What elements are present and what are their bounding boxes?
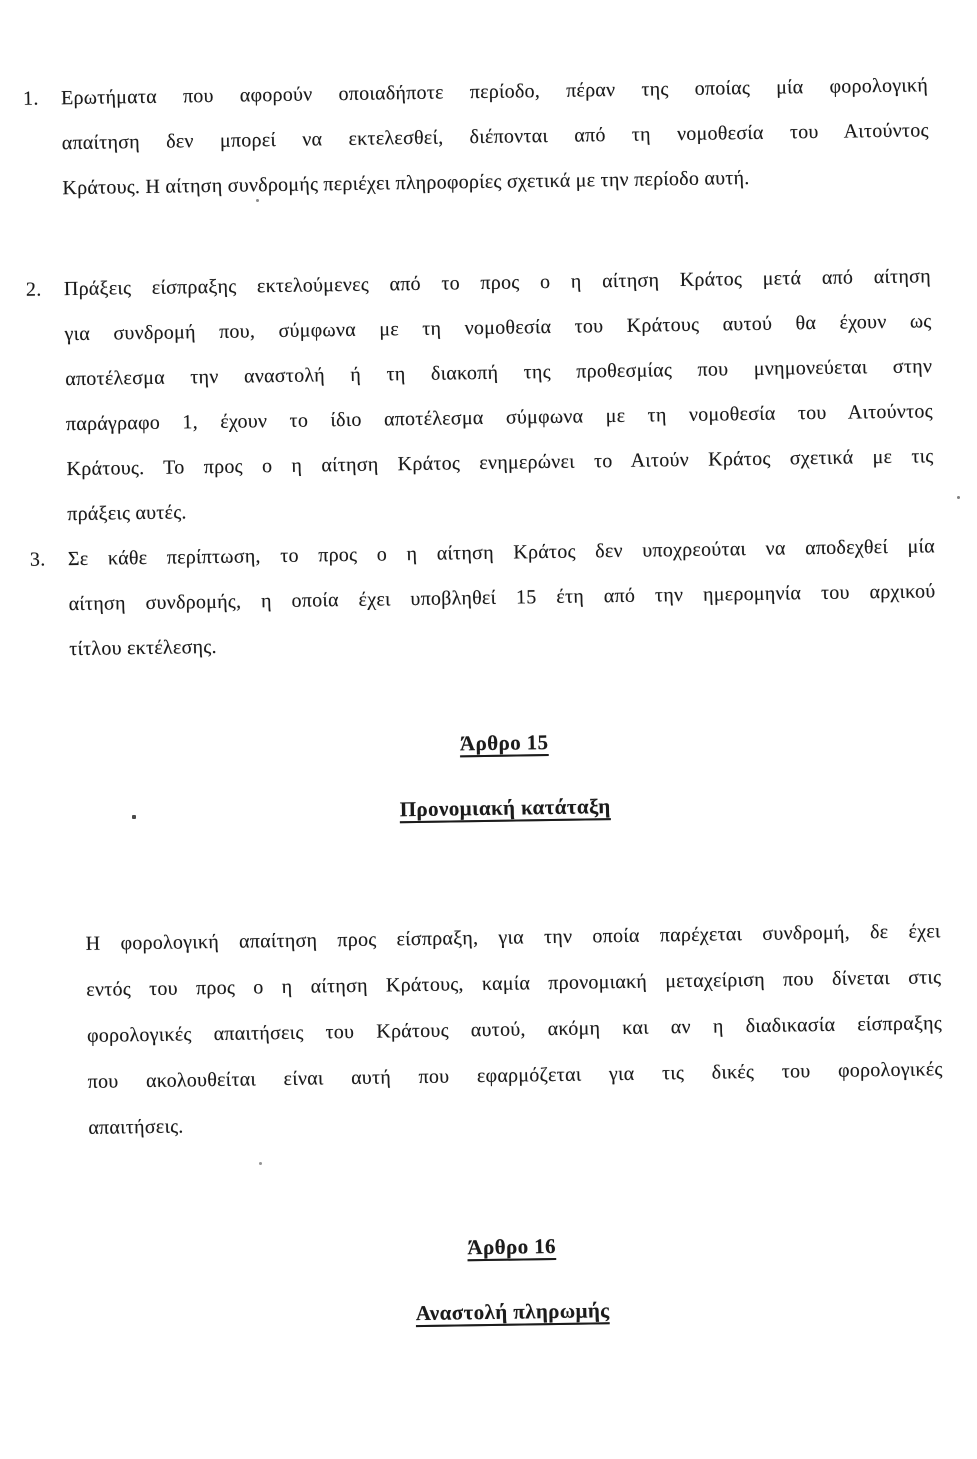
scan-speck — [132, 815, 136, 819]
text-line: για συνδρομή που, σύμφωνα με τη νομοθεσία του Κράτους αυτού θα έχουν ως — [64, 310, 932, 346]
scan-speck — [259, 1162, 262, 1165]
article-16-subtitle: Αναστολή πληρωμής — [415, 1298, 610, 1326]
text-line: αποτέλεσμα την αναστολή ή τη διακοπή της προθεσμίας που μνημονεύεται στην — [65, 355, 933, 391]
article-16-heading-row — [40, 1218, 946, 1276]
article-16-title: Άρθρο 16 — [467, 1233, 557, 1260]
list-item-3 — [30, 524, 937, 672]
text-line: απαιτήσεις. — [88, 1115, 184, 1139]
text-line: Κράτους. Η αίτηση συνδρομής περιέχει πληροφορίες σχετικά με την περίοδο αυτή. — [62, 166, 750, 200]
text-line: Ερωτήματα που αφορούν οποιαδήποτε περίοδο, πέραν της οποίας μία φορολογική — [60, 74, 929, 110]
text-line: αίτηση συνδρομής, η οποία έχει υποβληθεί 15 έτη από την ημερομηνία του αρχικού — [68, 580, 936, 616]
article-15-subheading-row — [33, 779, 939, 837]
list-item-body — [61, 63, 930, 211]
article-15-paragraph — [85, 908, 943, 1151]
text-line: Κράτους. Το προς ο η αίτηση Κράτος ενημερώνει το Αιτούν Κράτος σχετικά με τις — [66, 445, 934, 481]
text-line: εντός του προς ο η αίτηση Κράτους, καμία προνομιακή μεταχείριση που δίνεται στις — [86, 966, 942, 1001]
text-line: πράξεις αυτές. — [67, 501, 187, 526]
list-item-number: 1. — [22, 87, 39, 110]
text-line: Η φορολογική απαίτηση προς είσπραξη, για την οποία παρέχεται συνδρομή, δε έχει — [85, 920, 941, 955]
list-item-2 — [26, 254, 935, 537]
list-item-body — [64, 254, 935, 537]
article-15-heading-row — [32, 714, 938, 772]
text-line: φορολογικές απαιτήσεις του Κράτους αυτού, ακόμη και αν η διαδικασία είσπραξης — [86, 1012, 943, 1047]
text-line: Πράξεις είσπραξης εκτελούμενες από το προς ο η αίτηση Κράτος μετά από αίτηση — [63, 265, 931, 301]
text-line: τίτλου εκτέλεσης. — [69, 635, 217, 661]
text-line: που ακολουθείται είναι αυτή που εφαρμόζεται για τις δικές του φορολογικές — [87, 1058, 943, 1093]
text-line: Σε κάθε περίπτωση, το προς ο η αίτηση Κράτος δεν υποχρεούται να αποδεχθεί μία — [67, 535, 935, 571]
scan-speck — [256, 199, 259, 202]
scan-speck — [957, 496, 960, 499]
list-item-1 — [23, 63, 930, 211]
article-16-subheading-row — [41, 1283, 947, 1341]
document-page — [22, 0, 947, 1342]
text-line: απαίτηση δεν μπορεί να εκτελεσθεί, διέπονται από τη νομοθεσία του Αιτούντος — [61, 119, 929, 155]
list-item-body — [68, 524, 937, 672]
article-15-title: Άρθρο 15 — [459, 730, 549, 756]
list-item-number: 2. — [25, 278, 42, 301]
article-15-subtitle: Προνομιακή κατάταξη — [399, 794, 611, 822]
text-line: παράγραφο 1, έχουν το ίδιο αποτέλεσμα σύμφωνα με τη νομοθεσία του Αιτούντος — [65, 400, 933, 436]
list-item-number: 3. — [29, 548, 46, 571]
